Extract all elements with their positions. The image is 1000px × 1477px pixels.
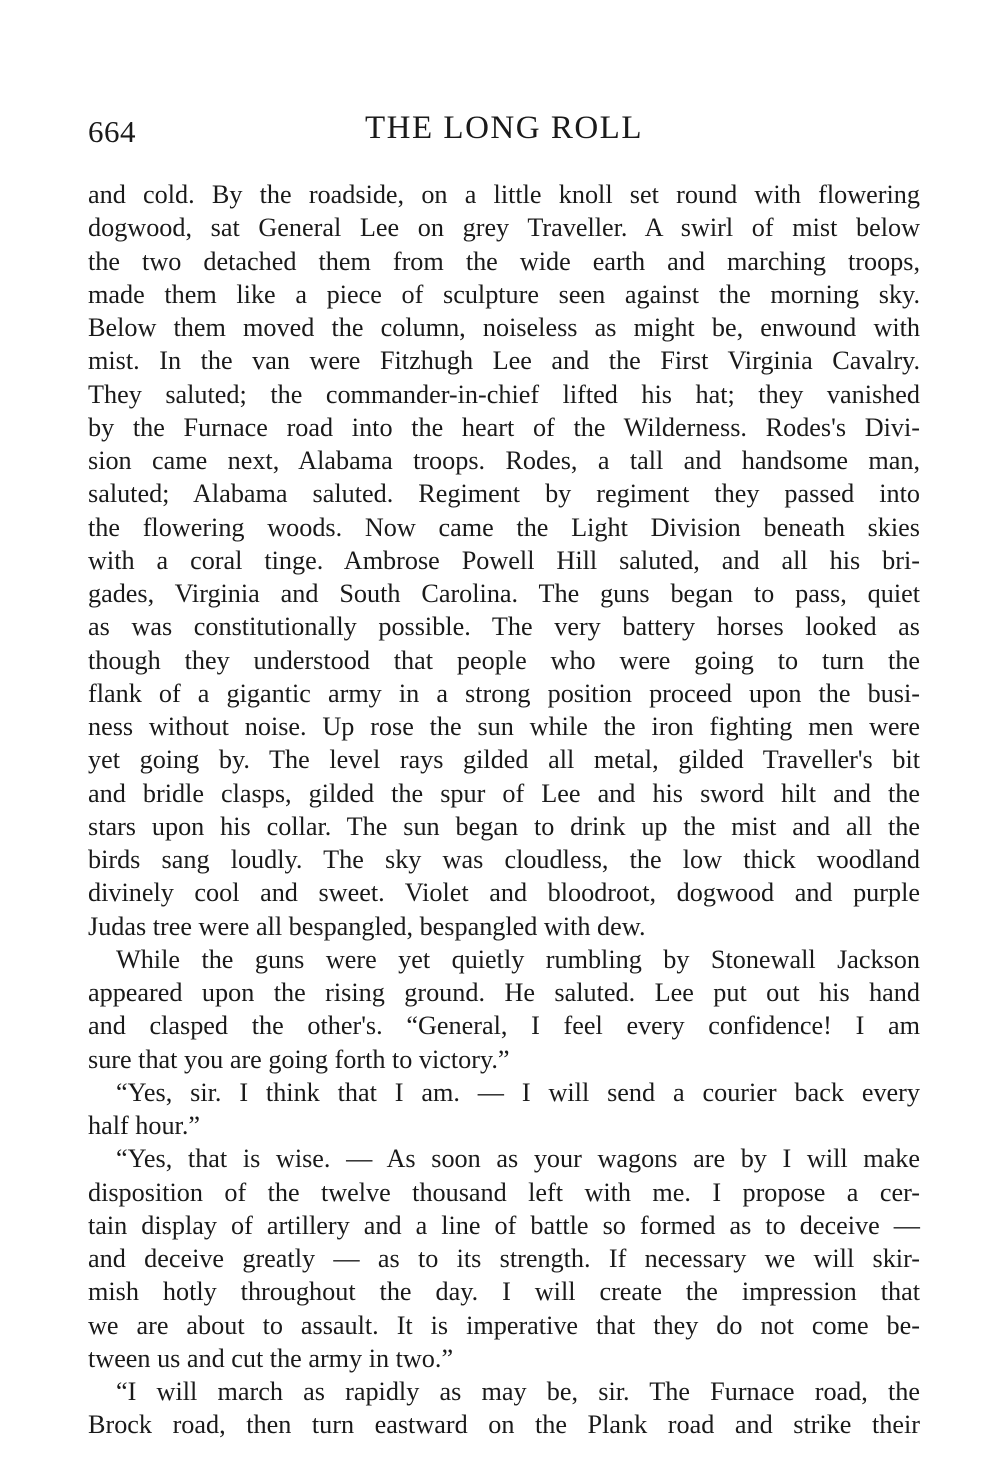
text-line: Below them moved the column, noiseless as might be, enwound with (88, 313, 920, 342)
running-title: THE LONG ROLL (365, 110, 643, 146)
text-line: we are about to assault. It is imperative that they do not come be- (88, 1310, 920, 1340)
text-line: “I will march as rapidly as may be, sir. The Furnace road, the (116, 1377, 920, 1406)
text-line: the two detached them from the wide earth and marching troops, (88, 246, 920, 276)
text-line: the flowering woods. Now came the Light Division beneath skies (88, 512, 920, 542)
paragraph (88, 943, 920, 1076)
text-line: ness without noise. Up rose the sun while the iron fighting men were (88, 712, 920, 741)
running-head (88, 110, 920, 154)
text-line: sure that you are going forth to victory.” (88, 1044, 510, 1074)
text-line: disposition of the twelve thousand left with me. I propose a cer- (88, 1177, 920, 1207)
book-page (88, 0, 920, 1477)
text-line: though they understood that people who were going to turn the (88, 645, 920, 675)
text-line: yet going by. The level rays gilded all metal, gilded Traveller's bit (88, 745, 920, 775)
text-line: “Yes, that is wise. — As soon as your wagons are by I will make (116, 1144, 920, 1174)
text-line: tween us and cut the army in two.” (88, 1343, 454, 1373)
text-line: with a coral tinge. Ambrose Powell Hill saluted, and all his bri- (88, 545, 920, 575)
text-line: and bridle clasps, gilded the spur of Lee and his sword hilt and the (88, 778, 920, 808)
text-line: sion came next, Alabama troops. Rodes, a tall and handsome man, (88, 446, 920, 475)
text-line: made them like a piece of sculpture seen against the morning sky. (88, 279, 920, 309)
paragraph (88, 1142, 920, 1375)
text-line: as was constitutionally possible. The very battery horses looked as (88, 612, 920, 642)
text-line: gades, Virginia and South Carolina. The guns began to pass, quiet (88, 579, 920, 608)
text-line: appeared upon the rising ground. He saluted. Lee put out his hand (88, 978, 920, 1007)
text-line: stars upon his collar. The sun began to drink up the mist and all the (88, 811, 920, 841)
text-line: flank of a gigantic army in a strong position proceed upon the busi- (88, 678, 920, 708)
paragraph (88, 1076, 920, 1143)
text-line: and clasped the other's. “General, I feel every confidence! I am (88, 1011, 920, 1041)
text-line: divinely cool and sweet. Violet and bloodroot, dogwood and purple (88, 878, 920, 908)
text-line: and cold. By the roadside, on a little knoll set round with flowering (88, 180, 920, 209)
text-line: dogwood, sat General Lee on grey Traveller. A swirl of mist below (88, 213, 920, 243)
paragraph (88, 1375, 920, 1442)
paragraph (88, 178, 920, 943)
text-line: birds sang loudly. The sky was cloudless, the low thick woodland (88, 845, 920, 874)
text-line: tain display of artillery and a line of battle so formed as to deceive — (88, 1210, 920, 1240)
text-line: and deceive greatly — as to its strength. If necessary we will skir- (88, 1244, 920, 1273)
text-line: “Yes, sir. I think that I am. — I will send a courier back every (116, 1077, 920, 1107)
text-line: by the Furnace road into the heart of the Wilderness. Rodes's Divi- (88, 412, 920, 442)
page-number: 664 (88, 114, 136, 149)
text-line: They saluted; the commander-in-chief lifted his hat; they vanished (88, 379, 920, 409)
text-line: saluted; Alabama saluted. Regiment by regiment they passed into (88, 479, 920, 509)
text-line: half hour.” (88, 1111, 200, 1140)
text-line: mish hotly throughout the day. I will create the impression that (88, 1277, 920, 1307)
body-text (88, 178, 920, 1442)
text-line: Judas tree were all bespangled, bespangled with dew. (88, 911, 646, 941)
text-line: mist. In the van were Fitzhugh Lee and the First Virginia Cavalry. (88, 346, 920, 376)
text-line: Brock road, then turn eastward on the Plank road and strike their (88, 1410, 920, 1440)
text-line: While the guns were yet quietly rumbling by Stonewall Jackson (116, 944, 920, 974)
